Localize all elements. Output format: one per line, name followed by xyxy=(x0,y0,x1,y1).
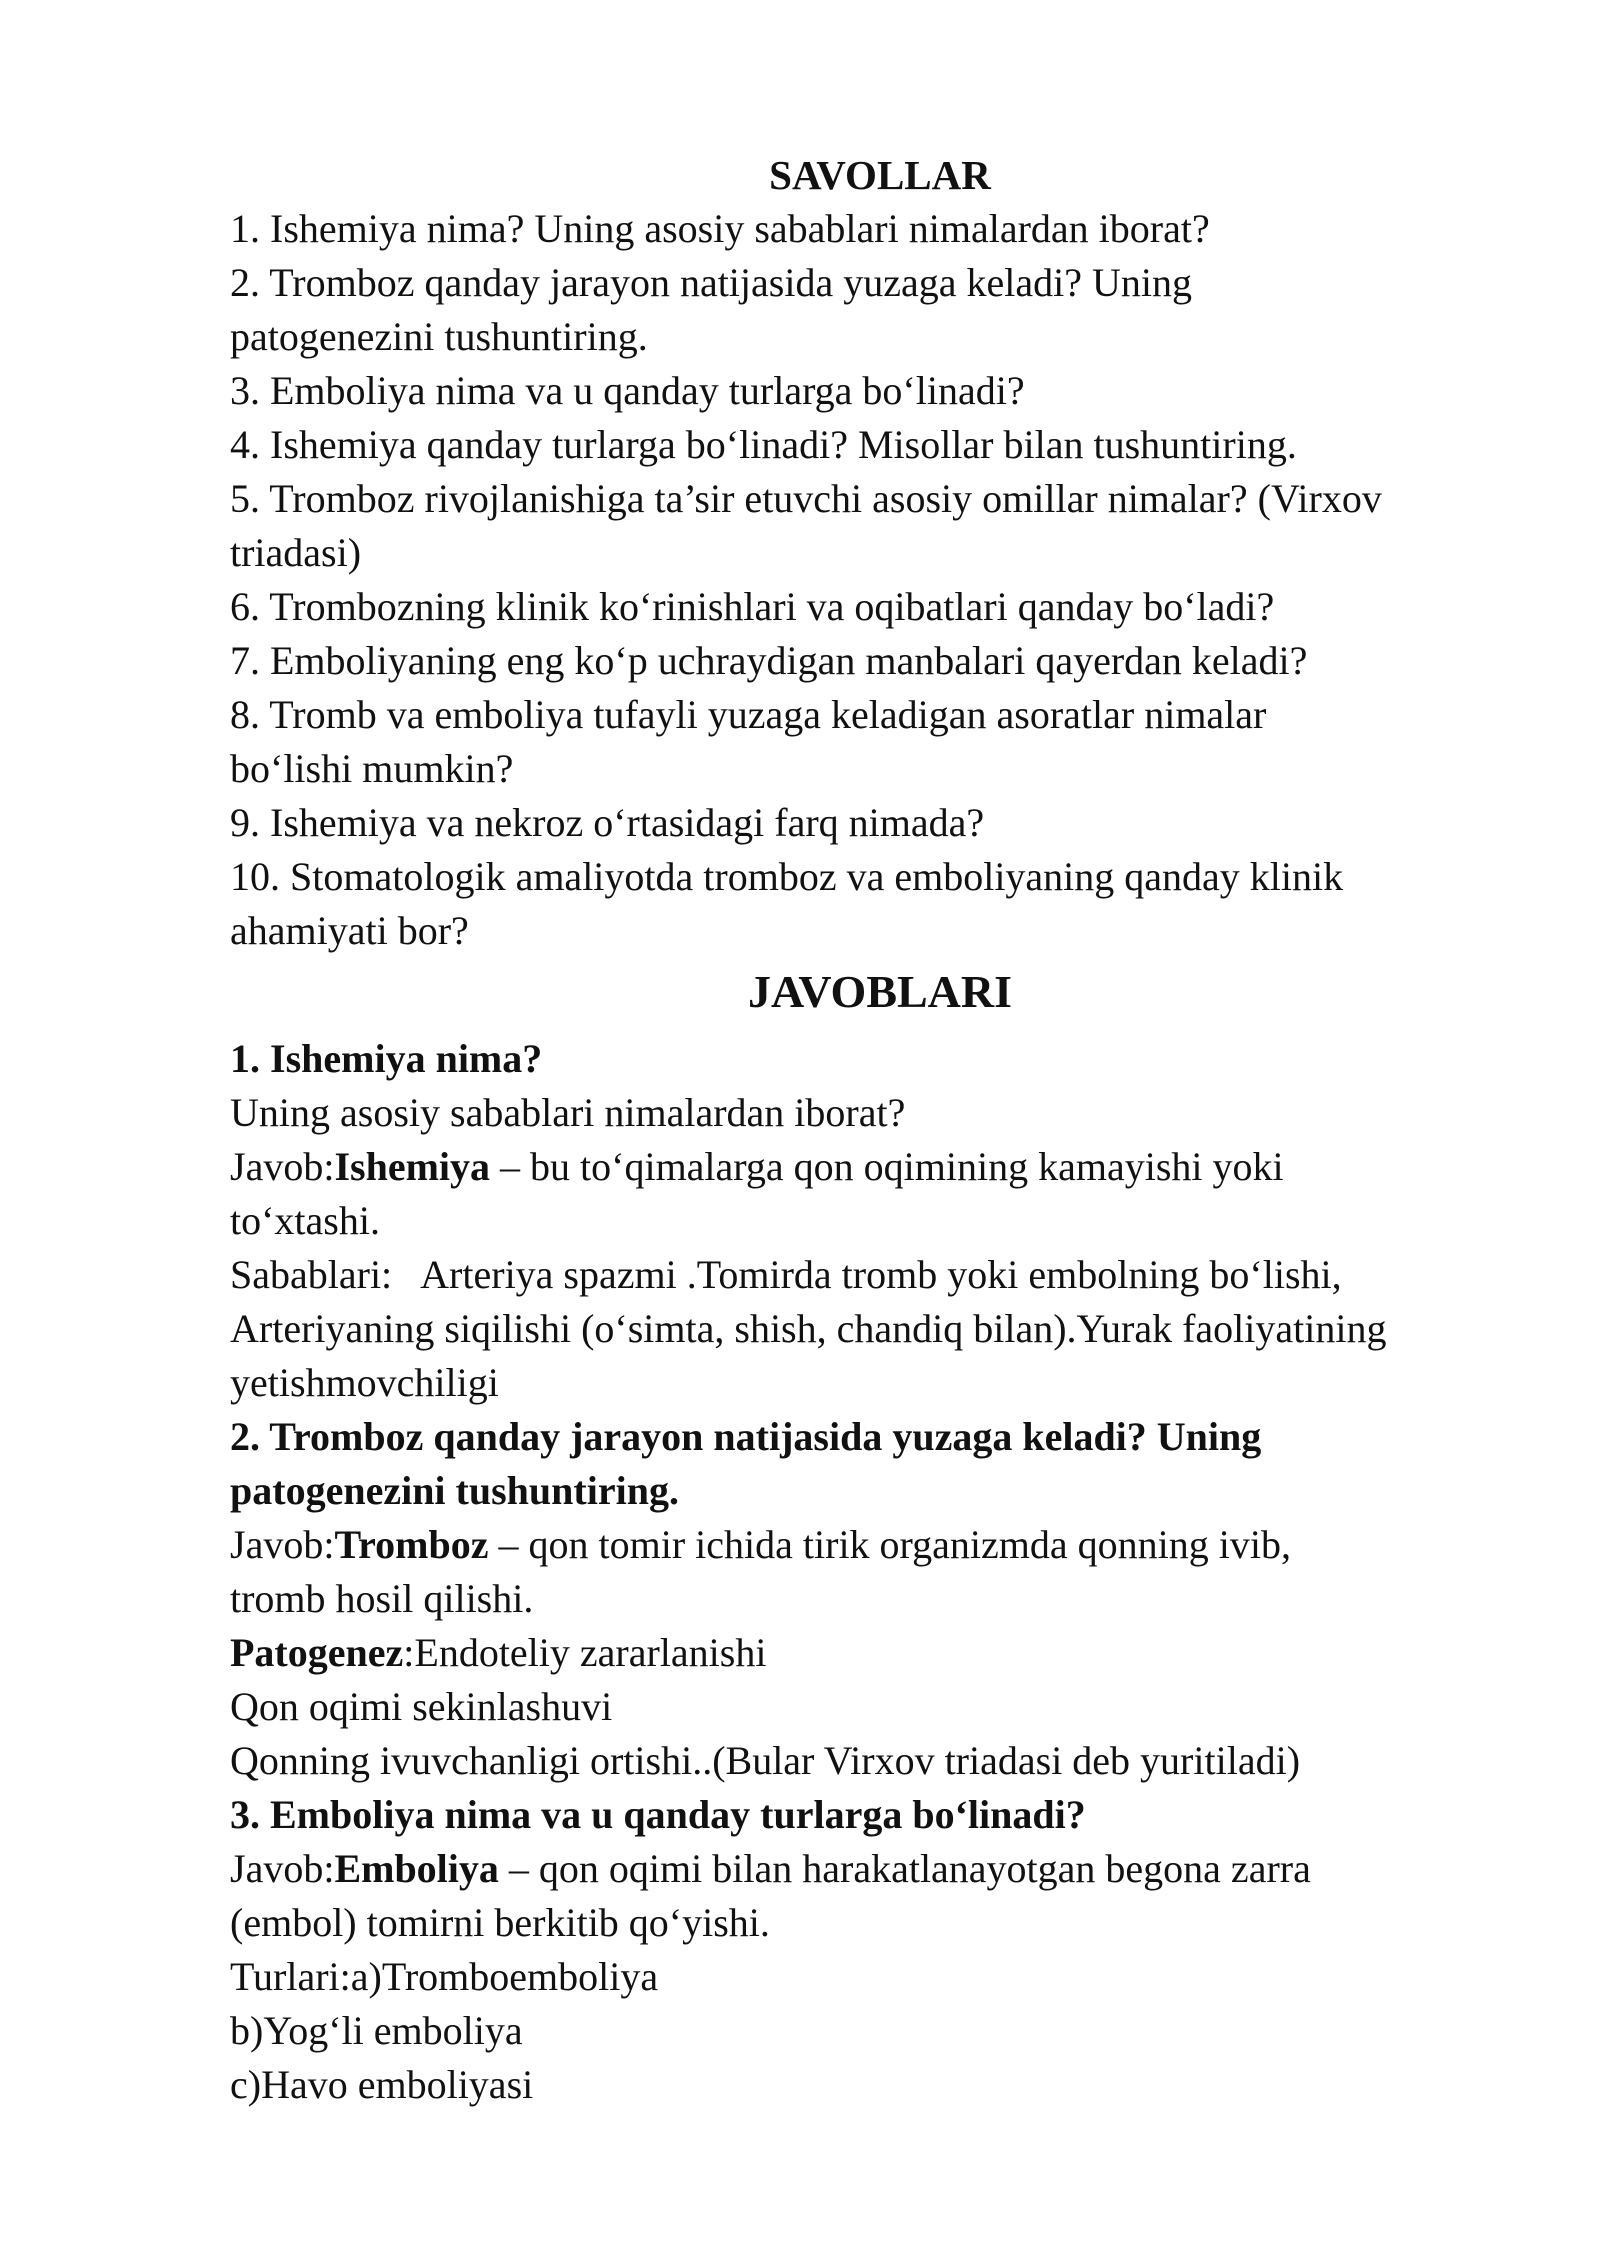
question-line: 7. Emboliyaning eng ko‘p uchraydigan manbalari qayerdan keladi? xyxy=(230,638,1308,683)
question-line: bo‘lishi mumkin? xyxy=(230,746,514,791)
definition-continuation: to‘xtashi. xyxy=(230,1198,380,1243)
question-line: 2. Tromboz qanday jarayon natijasida yuzaga keladi? Uning xyxy=(230,260,1192,305)
answer-2-heading-continuation: patogenezini tushuntiring. xyxy=(230,1468,679,1513)
javob-label: Javob: xyxy=(230,1522,335,1567)
answer-3-heading: 3. Emboliya nima va u qanday turlarga bo‘linadi? xyxy=(230,1792,1086,1837)
patogenez-text: :Endoteliy zararlanishi xyxy=(403,1630,767,1675)
patogenez-line xyxy=(230,1626,1530,1680)
definition-continuation: tromb hosil qilishi. xyxy=(230,1576,534,1621)
causes-label: Sabablari: xyxy=(230,1252,393,1297)
question-line: ahamiyati bor? xyxy=(230,908,469,953)
term-emboliya: Emboliya xyxy=(334,1846,499,1891)
types-line: Turlari:a)Tromboemboliya xyxy=(230,1954,659,1999)
term-tromboz: Tromboz xyxy=(334,1522,489,1567)
questions-list xyxy=(230,202,1530,958)
causes-line: yetishmovchiligi xyxy=(230,1360,499,1405)
types-line: c)Havo emboliyasi xyxy=(230,2062,534,2107)
definition-text: – bu to‘qimalarga qon oqimining kamayishi yoki xyxy=(490,1144,1284,1189)
answer-1-subquestion: Uning asosiy sabablari nimalardan iborat? xyxy=(230,1090,906,1135)
question-line: patogenezini tushuntiring. xyxy=(230,314,648,359)
answer-1-definition xyxy=(230,1140,1530,1194)
patogenez-line: Qonning ivuvchanligi ortishi..(Bular Virxov triadasi deb yuritiladi) xyxy=(230,1738,1301,1783)
answer-3-definition xyxy=(230,1842,1530,1896)
questions-title: SAVOLLAR xyxy=(769,152,991,198)
definition-continuation: (embol) tomirni berkitib qo‘yishi. xyxy=(230,1900,770,1945)
question-line: 8. Tromb va emboliya tufayli yuzaga keladigan asoratlar nimalar xyxy=(230,692,1267,737)
document-content xyxy=(230,148,1530,2112)
question-line: triadasi) xyxy=(230,530,362,575)
patogenez-label: Patogenez xyxy=(230,1630,404,1675)
patogenez-line: Qon oqimi sekinlashuvi xyxy=(230,1684,613,1729)
definition-text: – qon tomir ichida tirik organizmda qonning ivib, xyxy=(488,1522,1291,1567)
question-line: 9. Ishemiya va nekroz o‘rtasidagi farq nimada? xyxy=(230,800,985,845)
causes-line: Arteriyaning siqilishi (o‘simta, shish, chandiq bilan).Yurak faoliyatining xyxy=(230,1306,1387,1351)
term-ishemiya: Ishemiya xyxy=(334,1144,491,1189)
answer-1-heading: 1. Ishemiya nima? xyxy=(230,1036,543,1081)
answers-title: JAVOBLARI xyxy=(747,966,1013,1017)
answer-2 xyxy=(230,1410,1530,1788)
answer-2-definition xyxy=(230,1518,1530,1572)
question-line: 3. Emboliya nima va u qanday turlarga bo‘linadi? xyxy=(230,368,1025,413)
question-line: 1. Ishemiya nima? Uning asosiy sabablari nimalardan iborat? xyxy=(230,206,1210,251)
answer-1 xyxy=(230,1032,1530,1410)
causes-text: Arteriya spazmi .Tomirda tromb yoki embolning bo‘lishi, xyxy=(420,1252,1342,1297)
javob-label: Javob: xyxy=(230,1846,335,1891)
causes-line xyxy=(230,1248,1530,1302)
answer-3 xyxy=(230,1788,1530,2112)
question-line: 6. Trombozning klinik ko‘rinishlari va oqibatlari qanday bo‘ladi? xyxy=(230,584,1275,629)
question-line: 5. Tromboz rivojlanishiga ta’sir etuvchi asosiy omillar nimalar? (Virxov xyxy=(230,476,1382,521)
question-line: 4. Ishemiya qanday turlarga bo‘linadi? Misollar bilan tushuntiring. xyxy=(230,422,1297,467)
answer-2-heading: 2. Tromboz qanday jarayon natijasida yuzaga keladi? Uning xyxy=(230,1414,1262,1459)
question-line: 10. Stomatologik amaliyotda tromboz va emboliyaning qanday klinik xyxy=(230,854,1344,899)
javob-label: Javob: xyxy=(230,1144,335,1189)
definition-text: – qon oqimi bilan harakatlanayotgan begona zarra xyxy=(498,1846,1311,1891)
types-line: b)Yog‘li emboliya xyxy=(230,2008,523,2053)
